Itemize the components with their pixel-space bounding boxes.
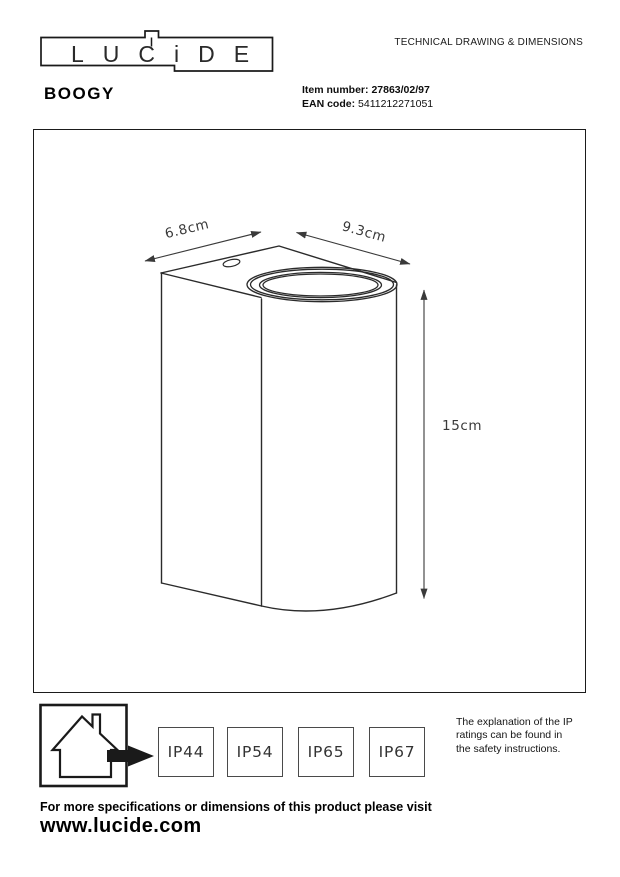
- lamp-body-outline: [161, 246, 397, 611]
- ip-rating-badge: [369, 727, 425, 777]
- website-link[interactable]: www.lucide.com: [40, 815, 202, 837]
- ip-rating-label: IP44: [167, 743, 205, 761]
- house-icon: [53, 715, 118, 778]
- ip-rating-badge: [158, 727, 214, 777]
- product-codes: [302, 84, 433, 111]
- lucide-logo: [38, 28, 278, 76]
- dimension-lines: [145, 232, 424, 599]
- ean-code-label: EAN code:: [302, 97, 356, 110]
- ip-rating-label: IP67: [378, 743, 416, 761]
- logo-wordmark: LUCiDE: [71, 41, 269, 67]
- dimension-label-depth: 6.8cm: [163, 216, 212, 243]
- indoor-rating-icon: [36, 700, 160, 792]
- dimension-label-height: 15cm: [442, 418, 483, 435]
- technical-drawing-frame: [33, 129, 586, 693]
- item-number-row: [302, 84, 433, 98]
- ip-rating-badge: [227, 727, 283, 777]
- ean-code-row: [302, 98, 433, 112]
- lamp-technical-drawing: [32, 128, 585, 692]
- ip-rating-label: IP54: [236, 743, 274, 761]
- mounting-hole: [223, 258, 241, 268]
- product-name: BOOGY: [44, 84, 115, 103]
- item-number-value: 27863/02/97: [371, 84, 430, 96]
- dimension-line-depth: [145, 232, 261, 261]
- ip-explanation-text: The explanation of the IP ratings can be found in the safety instructions.: [456, 716, 573, 755]
- lens-rings: [247, 268, 397, 302]
- ip-rating-badge: [298, 727, 354, 777]
- ip-rating-label: IP65: [307, 743, 345, 761]
- footer-note: For more specifications or dimensions of this product please visit: [40, 800, 432, 814]
- item-number-label: Item number:: [302, 84, 369, 96]
- ean-code-value: 5411212271051: [358, 97, 434, 110]
- doc-title: TECHNICAL DRAWING & DIMENSIONS: [394, 37, 583, 48]
- dimension-label-width: 9.3cm: [340, 218, 389, 247]
- right-arrow-icon: [107, 746, 154, 767]
